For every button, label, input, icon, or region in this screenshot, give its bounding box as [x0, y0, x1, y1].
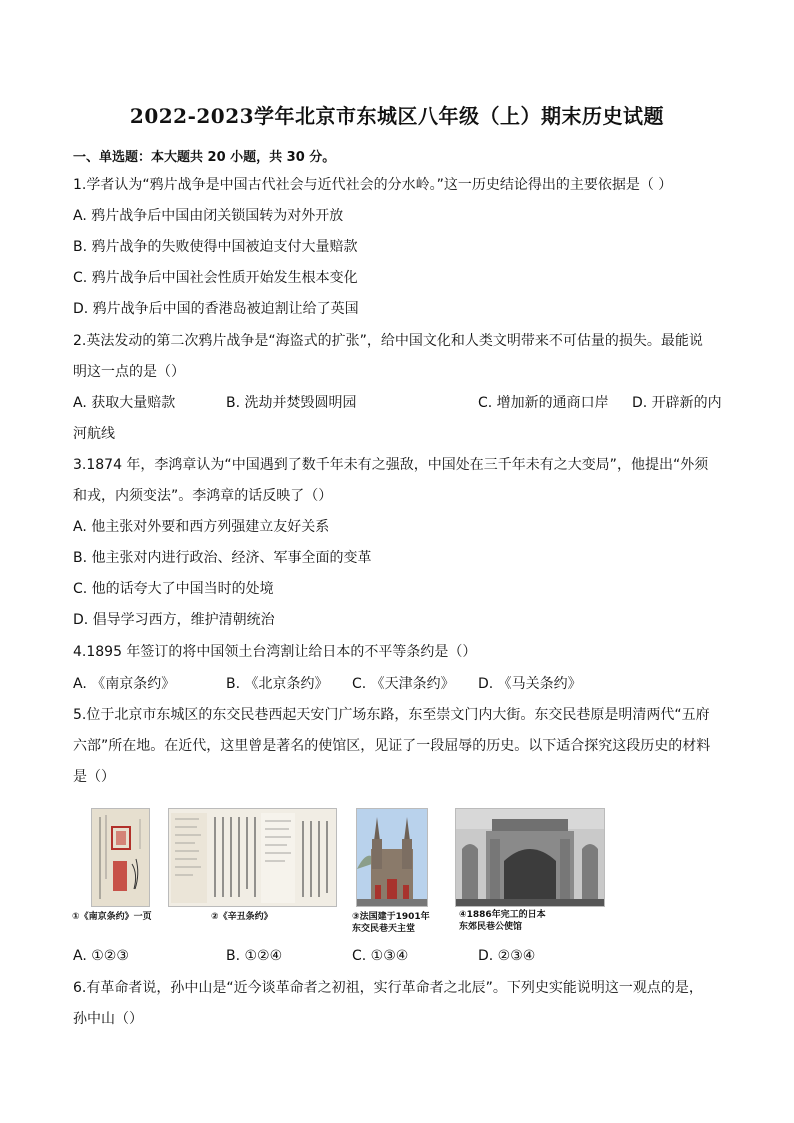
q2-stem-line1: 2.英法发动的第二次鸦片战争是“海盗式的扩张”，给中国文化和人类文明带来不可估量的损失。最能说: [73, 333, 703, 349]
q1-option-c[interactable]: C. 鸦片战争后中国社会性质开始发生根本变化: [73, 270, 358, 286]
caption-4-line1: ④1886年完工的日本: [459, 910, 546, 920]
q1-option-a[interactable]: A. 鸦片战争后中国由闭关锁国转为对外开放: [73, 208, 344, 224]
q4-option-d[interactable]: D. 《马关条约》: [478, 676, 582, 692]
q3-stem-line1: 3.1874 年，李鸿章认为“中国遇到了数千年未有之强敌，中国处在三千年未有之大变局”，他提出“外须: [73, 457, 709, 473]
q4-option-b[interactable]: B. 《北京条约》: [226, 676, 329, 692]
caption-2: ②《辛丑条约》: [211, 912, 273, 922]
nanjing-treaty-image: [91, 808, 150, 907]
caption-1: ①《南京条约》一页: [72, 912, 152, 922]
caption-3-line1: ③法国建于1901年: [352, 912, 430, 922]
page-title: 2022-2023学年北京市东城区八年级（上）期末历史试题: [129, 104, 665, 128]
q5-option-d[interactable]: D. ②③④: [478, 948, 536, 964]
q4-option-c[interactable]: C. 《天津条约》: [352, 676, 455, 692]
q4-option-a[interactable]: A. 《南京条约》: [73, 676, 176, 692]
q1-option-d[interactable]: D. 鸦片战争后中国的香港岛被迫割让给了英国: [73, 301, 359, 317]
q2-option-d-continued: 河航线: [73, 426, 115, 442]
q3-option-c[interactable]: C. 他的话夸大了中国当时的处境: [73, 581, 274, 597]
q4-stem: 4.1895 年签订的将中国领土台湾割让给日本的不平等条约是（）: [73, 644, 477, 660]
q3-option-b[interactable]: B. 他主张对内进行政治、经济、军事全面的变革: [73, 550, 372, 566]
q2-stem-line2: 明这一点的是（）: [73, 364, 185, 380]
q5-option-c[interactable]: C. ①③④: [352, 948, 409, 964]
q5-option-b[interactable]: B. ①②④: [226, 948, 283, 964]
q6-stem-line1: 6.有革命者说，孙中山是“近今谈革命者之初祖，实行革命者之北辰”。下列史实能说明这一观点的是，: [73, 980, 703, 996]
church-image: [356, 808, 428, 907]
q5-stem-line3: 是（）: [73, 769, 115, 785]
q3-stem-line2: 和戎，内须变法”。李鸿章的话反映了（）: [73, 488, 333, 504]
caption-3-line2: 东交民巷天主堂: [352, 924, 416, 934]
caption-4-line2: 东郊民巷公使馆: [459, 922, 523, 932]
legation-gate-image: [455, 808, 605, 907]
xinchou-treaty-image: [168, 808, 337, 907]
q2-option-b[interactable]: B. 洗劫并焚毁圆明园: [226, 395, 357, 411]
q2-option-d[interactable]: D. 开辟新的内: [632, 395, 722, 411]
q2-option-a[interactable]: A. 获取大量赔款: [73, 395, 176, 411]
q5-stem-line2: 六部”所在地。在近代，这里曾是著名的使馆区，见证了一段屈辱的历史。以下适合探究这段历史的材料: [73, 738, 711, 754]
q3-option-a[interactable]: A. 他主张对外要和西方列强建立友好关系: [73, 519, 330, 535]
q1-stem: 1.学者认为“鸦片战争是中国古代社会与近代社会的分水岭。”这一历史结论得出的主要依据是（ ）: [73, 177, 673, 193]
section-heading: 一、单选题：本大题共 20 小题，共 30 分。: [73, 150, 336, 165]
q5-stem-line1: 5.位于北京市东城区的东交民巷西起天安门广场东路，东至崇文门内大街。东交民巷原是明清两代“五府: [73, 707, 710, 723]
q3-option-d[interactable]: D. 倡导学习西方，维护清朝统治: [73, 612, 275, 628]
q5-option-a[interactable]: A. ①②③: [73, 948, 129, 964]
q2-option-c[interactable]: C. 增加新的通商口岸: [478, 395, 609, 411]
q6-stem-line2: 孙中山（）: [73, 1011, 143, 1027]
q1-option-b[interactable]: B. 鸦片战争的失败使得中国被迫支付大量赔款: [73, 239, 358, 255]
